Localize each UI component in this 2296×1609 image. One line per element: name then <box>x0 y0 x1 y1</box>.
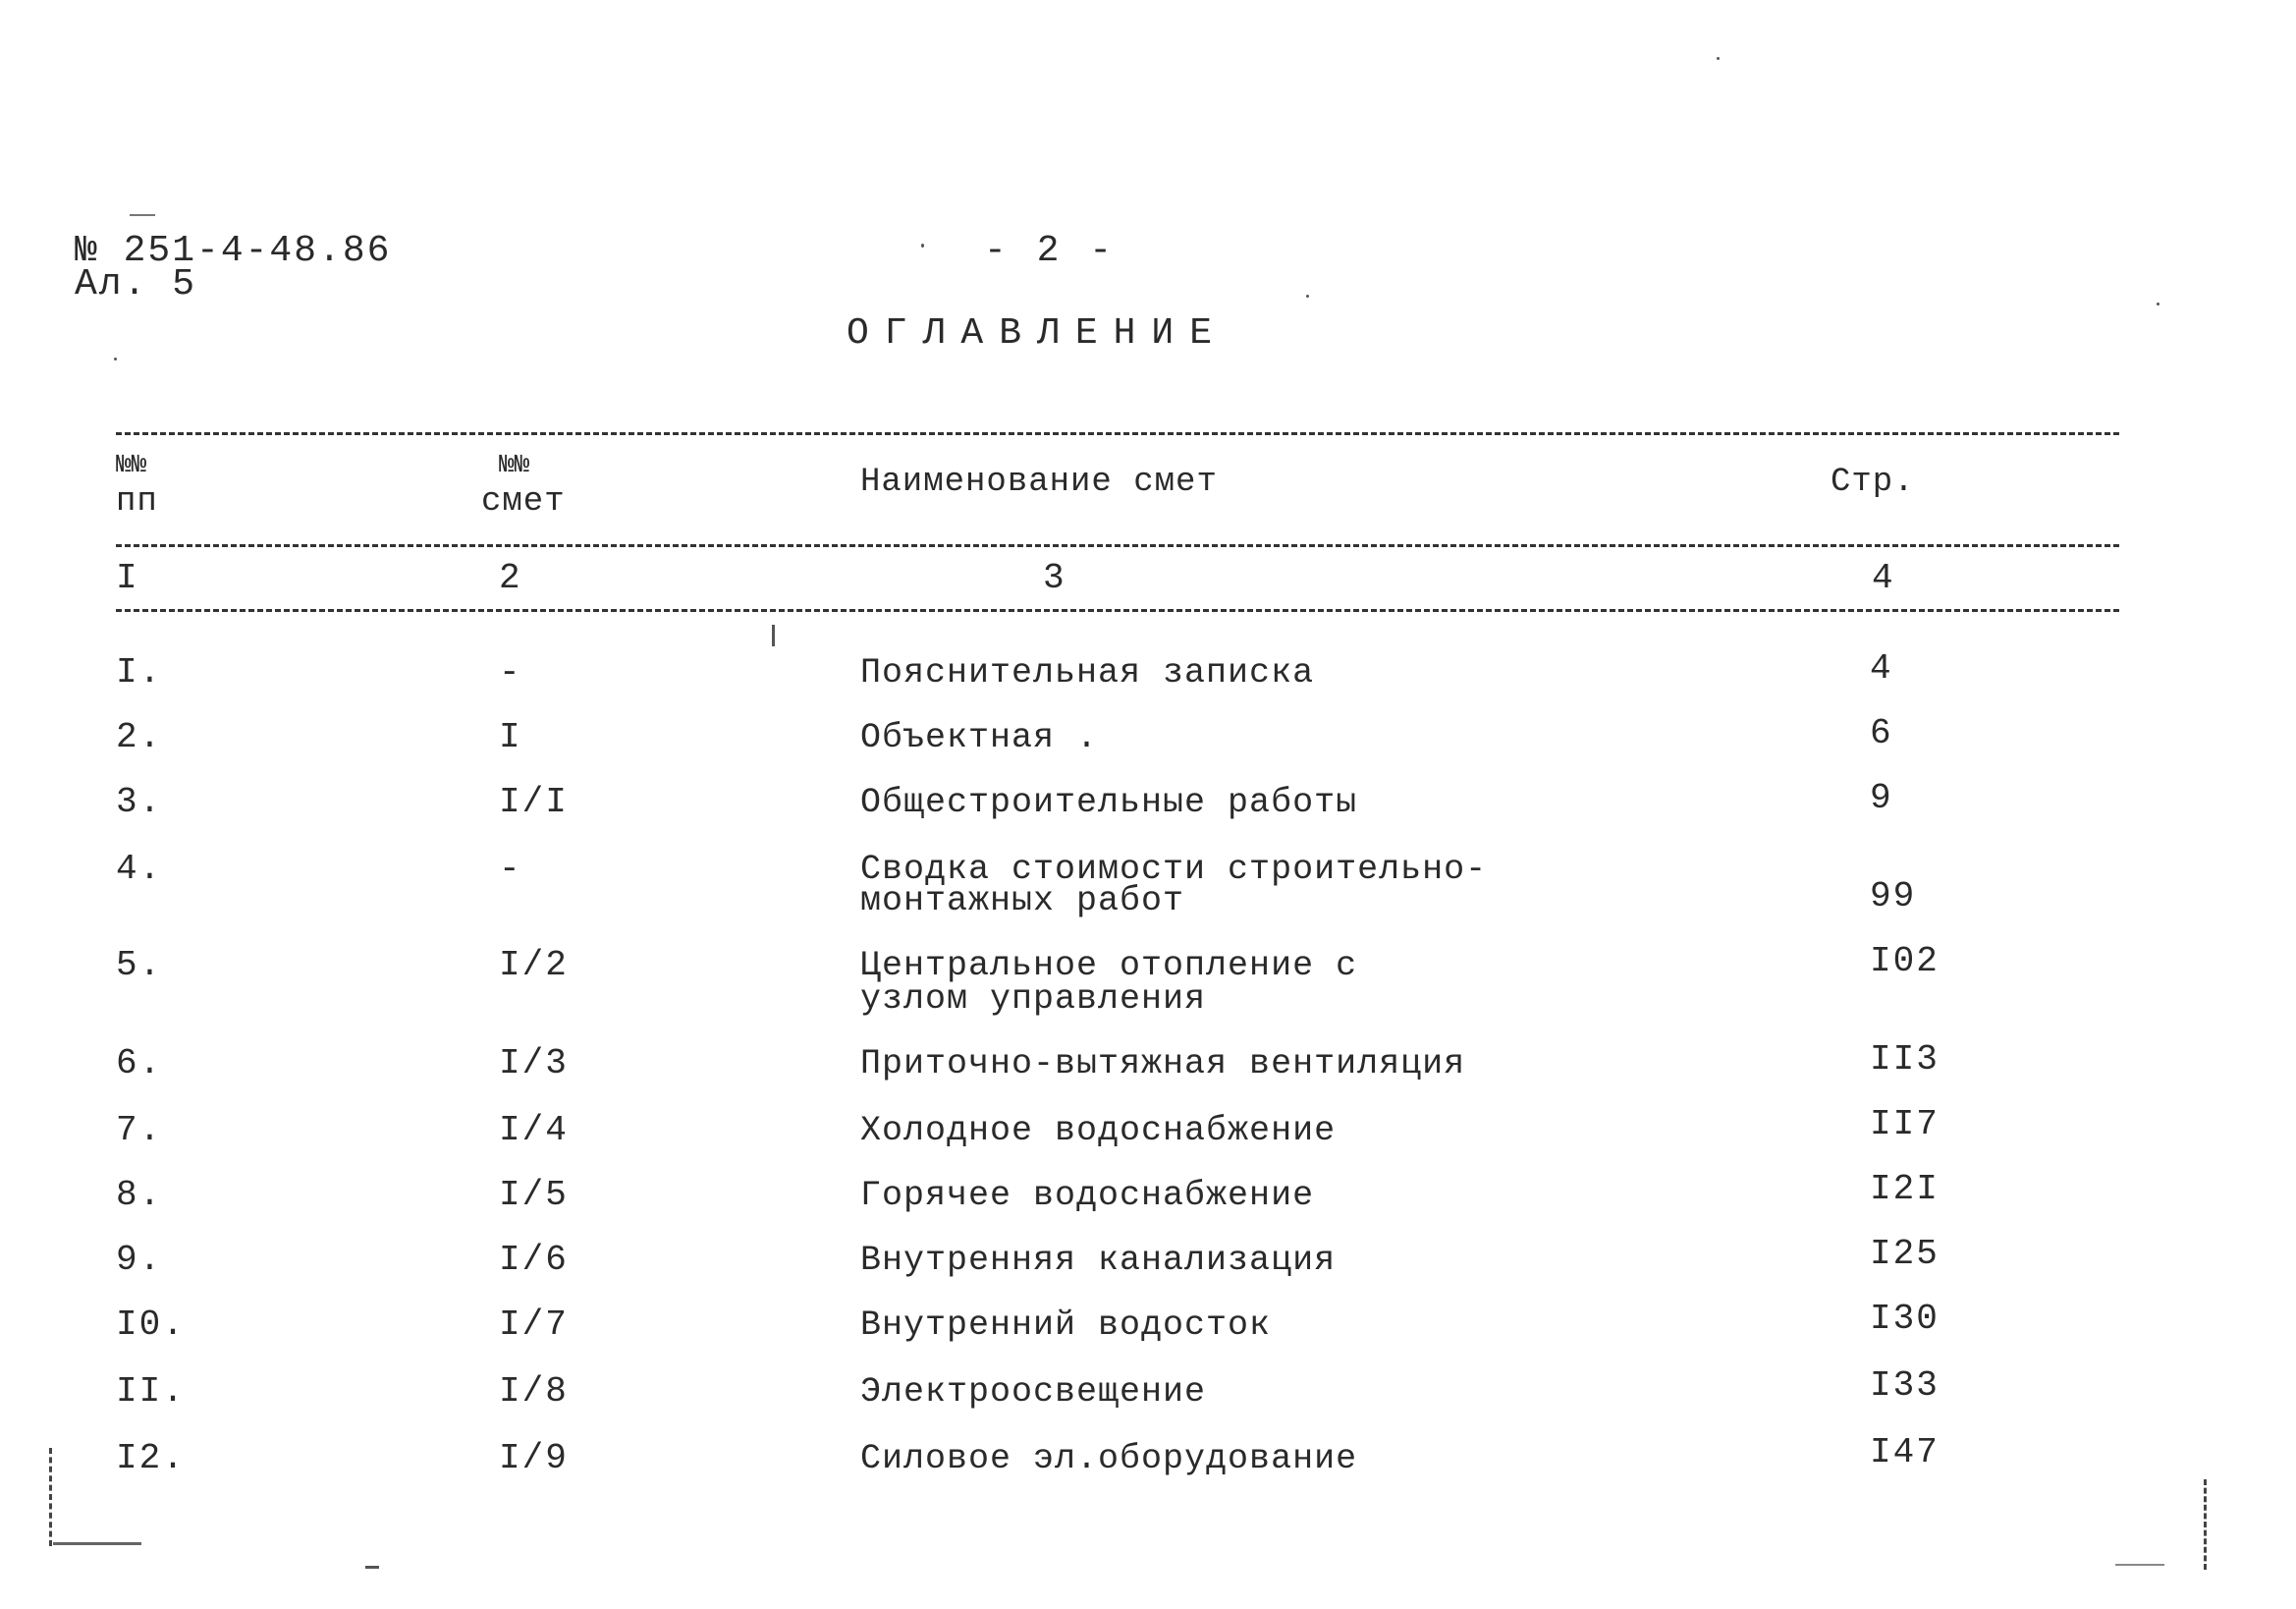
row-estimate: I <box>499 717 522 757</box>
table-header-rule <box>116 544 2119 547</box>
header-page: Стр. <box>1831 464 1915 501</box>
column-number-2: 2 <box>499 558 520 598</box>
row-name: Внутренний водосток <box>860 1305 1272 1345</box>
row-number: 3. <box>116 782 163 822</box>
document-number: № 251-4-48.86 <box>75 230 392 272</box>
row-estimate: I/5 <box>499 1175 569 1215</box>
scan-artifact <box>53 1542 141 1545</box>
row-name: Силовое эл.оборудование <box>860 1439 1358 1478</box>
scan-artifact <box>130 214 155 216</box>
scan-artifact <box>365 1566 379 1569</box>
row-page: 9 <box>1870 778 1893 818</box>
scan-edge-mark <box>49 1448 52 1546</box>
row-name-line2: узлом управления <box>860 979 1207 1019</box>
row-name: Холодное водоснабжение <box>860 1111 1337 1150</box>
row-page: I02 <box>1870 941 1940 981</box>
row-estimate: I/4 <box>499 1110 569 1150</box>
row-estimate: I/6 <box>499 1240 569 1280</box>
row-page: II7 <box>1870 1104 1940 1144</box>
page-title: ОГЛАВЛЕНИЕ <box>847 312 1229 355</box>
row-number: I0. <box>116 1304 186 1345</box>
row-name: Пояснительная записка <box>860 653 1315 693</box>
row-name-line1: Центральное отопление с <box>860 946 1358 985</box>
scan-edge-mark <box>2204 1479 2207 1570</box>
row-estimate: I/8 <box>499 1371 569 1412</box>
row-page: I30 <box>1870 1299 1940 1339</box>
row-estimate: - <box>499 849 522 889</box>
header-estimate-line2: смет <box>481 483 566 521</box>
row-number: 2. <box>116 717 163 757</box>
table-colnum-rule <box>116 609 2119 612</box>
row-number: I. <box>116 652 163 693</box>
row-name: Общестроительные работы <box>860 783 1358 822</box>
row-estimate: I/2 <box>499 945 569 985</box>
row-page: I47 <box>1870 1432 1940 1472</box>
row-number: 4. <box>116 849 163 889</box>
scan-artifact <box>1717 57 1720 60</box>
row-estimate: I/7 <box>499 1304 569 1345</box>
row-name: Приточно-вытяжная вентиляция <box>860 1044 1466 1083</box>
row-number: 7. <box>116 1110 163 1150</box>
row-number: 6. <box>116 1043 163 1083</box>
row-page: I25 <box>1870 1234 1940 1274</box>
row-name-line2: монтажных работ <box>860 881 1185 920</box>
column-number-4: 4 <box>1872 558 1893 598</box>
row-number: 8. <box>116 1175 163 1215</box>
column-number-3: 3 <box>1043 558 1065 598</box>
header-num-line2: пп <box>116 483 158 521</box>
column-number-1: I <box>116 558 137 598</box>
row-name: Внутренняя канализация <box>860 1241 1337 1280</box>
row-name: Объектная . <box>860 718 1099 757</box>
row-estimate: I/I <box>499 782 569 822</box>
row-name: Горячее водоснабжение <box>860 1176 1315 1215</box>
scan-artifact <box>772 625 775 646</box>
row-number: 9. <box>116 1240 163 1280</box>
row-number: II. <box>116 1371 186 1412</box>
page-number: - 2 - <box>984 230 1117 272</box>
row-name-line1: Сводка стоимости строительно- <box>860 850 1488 889</box>
row-number: I2. <box>116 1438 186 1478</box>
row-number: 5. <box>116 945 163 985</box>
table-top-rule <box>116 432 2119 435</box>
row-page: 6 <box>1870 713 1893 753</box>
row-page: 4 <box>1870 648 1893 689</box>
scan-artifact <box>921 244 924 248</box>
scan-artifact <box>2157 303 2159 305</box>
row-name: Электроосвещение <box>860 1372 1207 1412</box>
row-estimate: I/9 <box>499 1438 569 1478</box>
scan-artifact <box>2115 1564 2164 1566</box>
row-estimate: I/3 <box>499 1043 569 1083</box>
row-page: I2I <box>1870 1169 1940 1209</box>
header-num-line1: №№ <box>116 450 147 479</box>
header-estimate-line1: №№ <box>499 450 530 479</box>
row-estimate: - <box>499 652 522 693</box>
scan-artifact <box>1306 295 1309 298</box>
row-page: 99 <box>1870 876 1917 916</box>
document-sheet: Ал. 5 <box>75 263 197 305</box>
row-page: I33 <box>1870 1365 1940 1406</box>
header-name: Наименование смет <box>860 464 1218 501</box>
row-page: II3 <box>1870 1039 1940 1080</box>
scan-artifact <box>114 358 117 361</box>
